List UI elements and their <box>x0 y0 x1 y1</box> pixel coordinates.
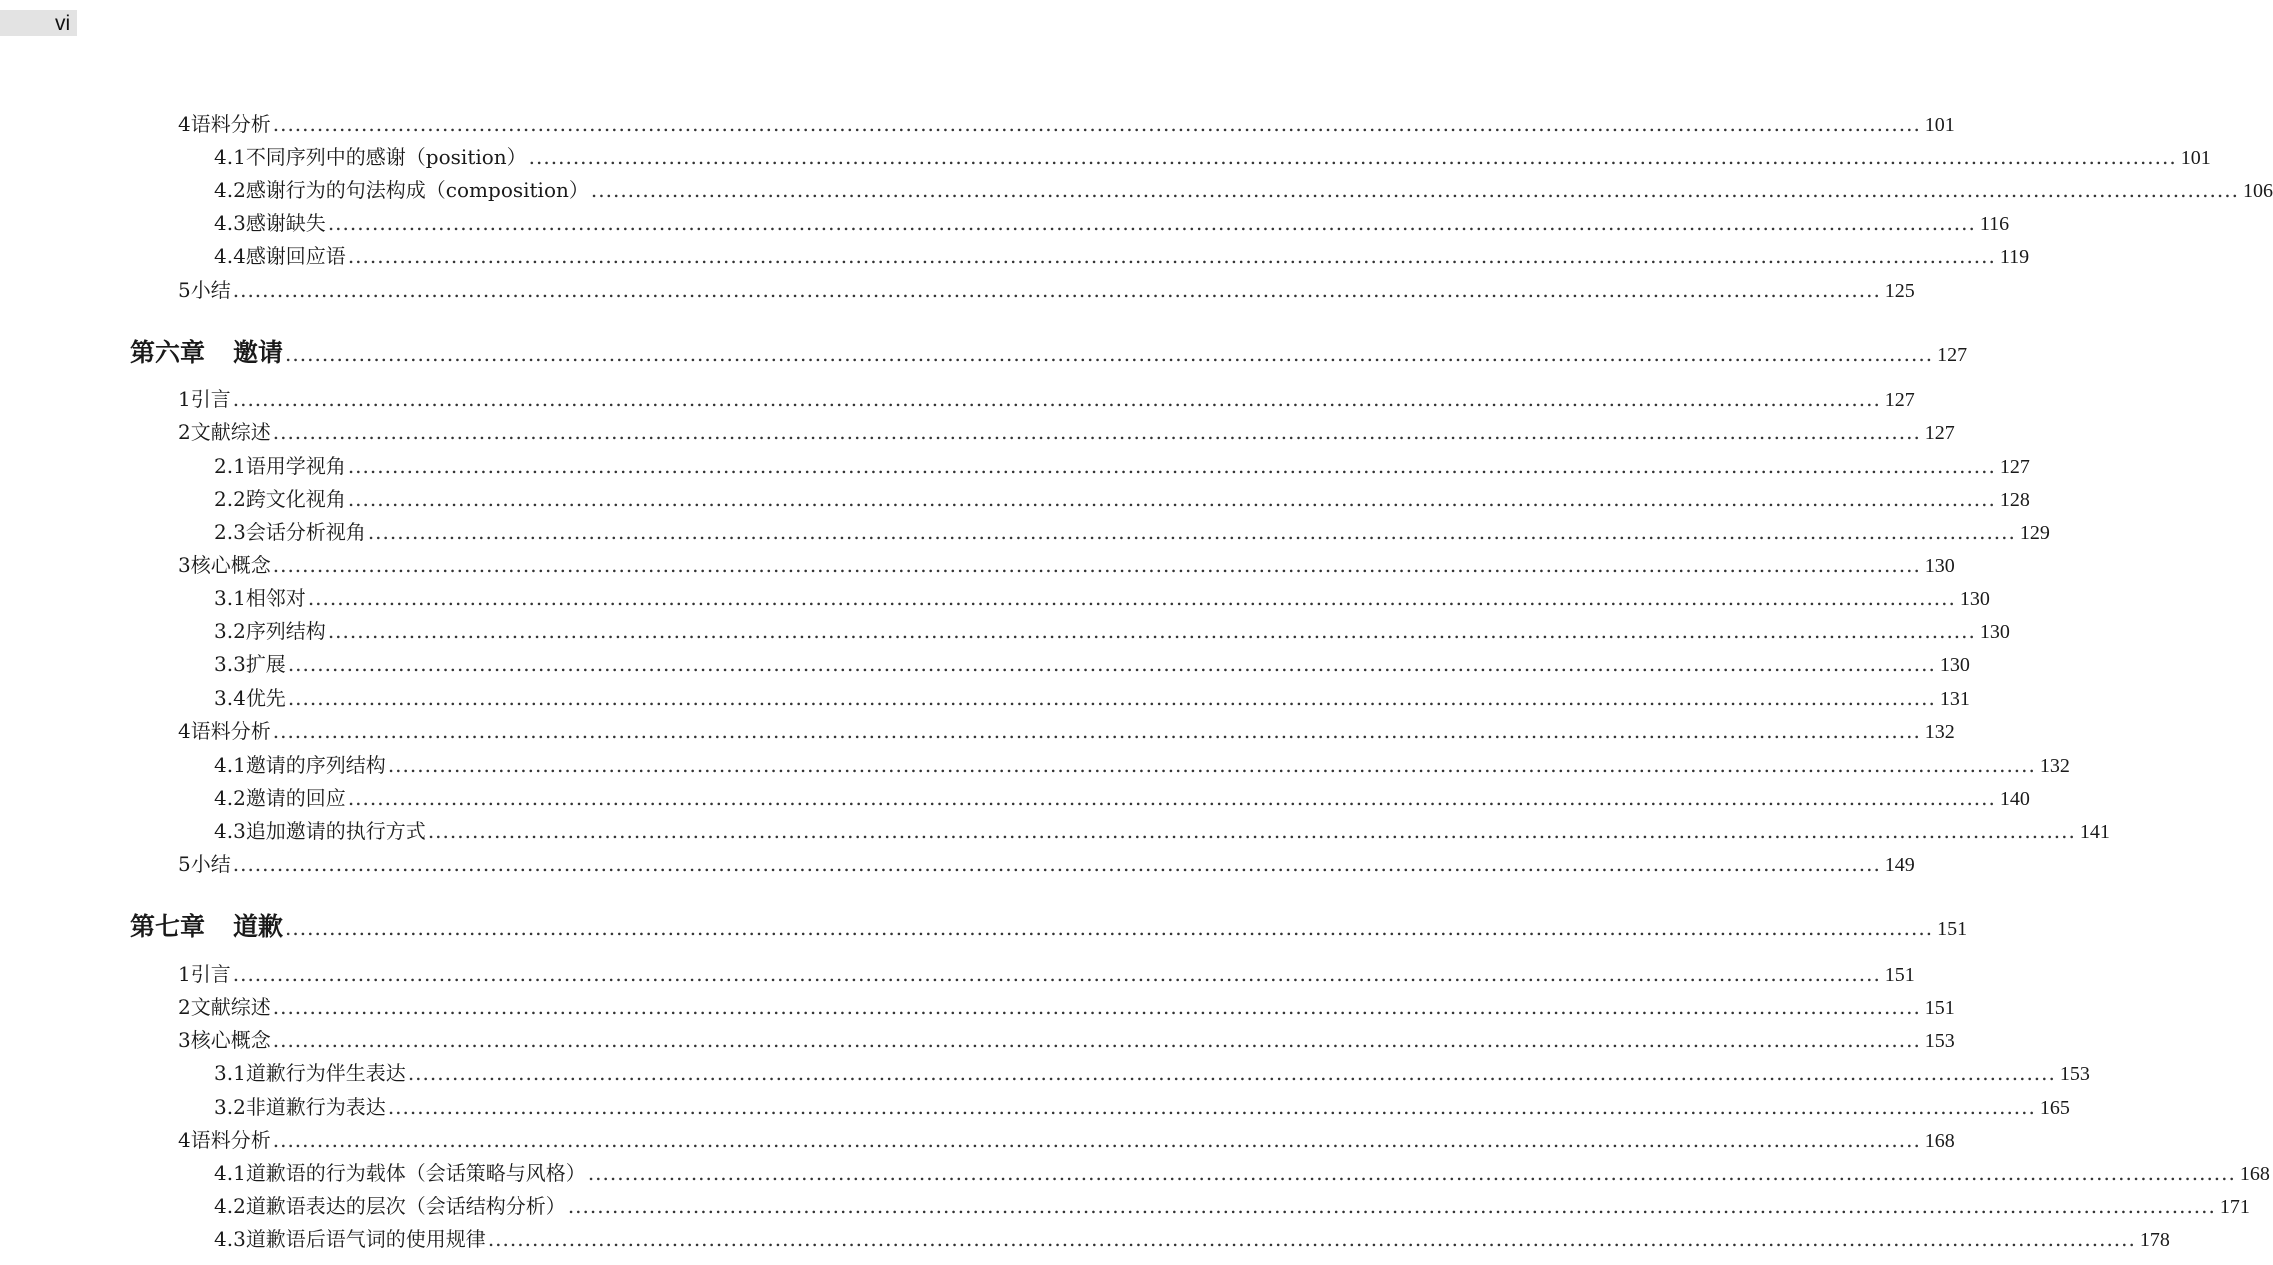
toc-entry-page: 151 <box>1884 964 1915 986</box>
toc-entry-number: 3 <box>178 1028 191 1052</box>
toc-entry-title: 邀请的序列结构 <box>245 753 386 777</box>
toc-entry <box>178 277 1915 304</box>
toc-entry <box>214 685 1970 712</box>
toc-entry-number: 3.1 <box>214 586 246 610</box>
dot-leader: ................................................................................................................................................................................................................................ <box>427 819 2076 843</box>
toc-entry-title: 邀请的回应 <box>245 786 346 810</box>
toc-entry-page: 178 <box>2139 1229 2170 1251</box>
dot-leader: ................................................................................................................................................................................................................................ <box>272 112 1921 136</box>
toc-entry <box>178 1027 1955 1054</box>
toc-entry-number: 2.3 <box>214 520 246 544</box>
dot-leader: ................................................................................................................................................................................................................................ <box>287 686 1936 710</box>
toc-entry-number: 4.2 <box>214 1194 246 1218</box>
toc-entry-page: 132 <box>1924 721 1955 743</box>
toc-entry-page: 101 <box>2180 147 2211 169</box>
toc-entry <box>214 651 1970 678</box>
toc-entry-number: 2.2 <box>214 487 246 511</box>
toc-entry <box>178 419 1955 446</box>
dot-leader: ................................................................................................................................................................................................................................ <box>232 278 1881 302</box>
toc-entry-title: 优先 <box>245 686 286 710</box>
toc-entry-title: 文献综述 <box>190 420 271 444</box>
toc-entry-page: 116 <box>1979 213 2010 235</box>
toc-entry <box>214 210 2010 237</box>
toc-entry-page: 119 <box>1999 246 2030 268</box>
dot-leader: ................................................................................................................................................................................................................................ <box>347 244 1996 268</box>
dot-leader: ................................................................................................................................................................................................................................ <box>347 487 1996 511</box>
toc-entry-title: 非道歉行为表达 <box>245 1095 386 1119</box>
dot-leader: ................................................................................................................................................................................................................................ <box>272 995 1921 1019</box>
toc-entry-page: 130 <box>1979 621 2010 643</box>
dot-leader: ................................................................................................................................................................................................................................ <box>272 1128 1921 1152</box>
toc-entry-title: 感谢行为的句法构成（composition） <box>245 178 589 202</box>
toc-entry-title: 小结 <box>190 278 231 302</box>
toc-entry-title: 语用学视角 <box>245 454 346 478</box>
toc-entry <box>214 177 2273 204</box>
toc-entry-number: 3.1 <box>214 1061 246 1085</box>
toc-entry <box>214 618 2010 645</box>
toc-entry-page: 153 <box>1924 1030 1955 1052</box>
toc-entry-title: 道歉语的行为载体（会话策略与风格） <box>245 1161 586 1185</box>
toc-entry-number: 4.2 <box>214 178 246 202</box>
dot-leader: ................................................................................................................................................................................................................................ <box>367 520 2016 544</box>
toc-entry-page: 125 <box>1884 280 1915 302</box>
dot-leader: ................................................................................................................................................................................................................................ <box>590 178 2239 202</box>
toc-entry-page: 130 <box>1924 555 1955 577</box>
toc-entry-title: 语料分析 <box>190 1128 271 1152</box>
toc-entry-number: 5 <box>178 278 191 302</box>
toc-entry-page: 151 <box>1937 918 1968 940</box>
toc-entry-number: 4.2 <box>214 786 246 810</box>
toc-entry <box>214 486 2030 513</box>
dot-leader: ................................................................................................................................................................................................................................ <box>327 211 1976 235</box>
dot-leader: ................................................................................................................................................................................................................................ <box>285 342 1934 366</box>
toc-entry-page: 131 <box>1939 688 1970 710</box>
toc-entry-title: 追加邀请的执行方式 <box>245 819 426 843</box>
toc-entry-page: 140 <box>1999 788 2030 810</box>
toc-entry-title: 核心概念 <box>190 553 271 577</box>
dot-leader: ................................................................................................................................................................................................................................ <box>272 420 1921 444</box>
toc-entry-page: 127 <box>1924 422 1955 444</box>
toc-entry <box>214 453 2030 480</box>
toc-entry-title: 核心概念 <box>190 1028 271 1052</box>
dot-leader: ................................................................................................................................................................................................................................ <box>587 1161 2236 1185</box>
toc-entry <box>214 818 2110 845</box>
toc-entry <box>214 243 2030 270</box>
dot-leader: ................................................................................................................................................................................................................................ <box>528 145 2177 169</box>
toc-entry <box>214 519 2050 546</box>
toc-entry-number: 4.1 <box>214 145 246 169</box>
toc-entry-number: 4.3 <box>214 819 246 843</box>
toc-entry-number: 1 <box>178 387 191 411</box>
toc-entry-number: 3.2 <box>214 619 246 643</box>
toc-entry <box>178 718 1955 745</box>
toc-entry-number: 4 <box>178 112 191 136</box>
toc-entry-title: 道歉 <box>233 912 284 941</box>
toc-entry-page: 127 <box>1884 389 1915 411</box>
page-number: vi <box>55 12 71 35</box>
toc-entry-page: 132 <box>2039 755 2070 777</box>
toc-entry <box>214 1193 2250 1220</box>
dot-leader: ................................................................................................................................................................................................................................ <box>407 1061 2056 1085</box>
toc-entry-title: 感谢缺失 <box>245 211 326 235</box>
toc-entry <box>214 1160 2270 1187</box>
toc-entry-number: 4 <box>178 1128 191 1152</box>
toc-entry-page: 129 <box>2019 522 2050 544</box>
toc-entry-title: 会话分析视角 <box>245 520 366 544</box>
toc-entry <box>214 752 2070 779</box>
dot-leader: ................................................................................................................................................................................................................................ <box>232 387 1881 411</box>
toc-entry-page: 106 <box>2242 180 2273 202</box>
toc-entry-title: 道歉行为伴生表达 <box>245 1061 406 1085</box>
toc-entry-page: 128 <box>1999 489 2030 511</box>
toc-entry-title: 道歉语后语气词的使用规律 <box>245 1227 486 1251</box>
dot-leader: ................................................................................................................................................................................................................................ <box>347 454 1996 478</box>
toc-entry-number: 第六章 <box>130 338 206 367</box>
dot-leader: ................................................................................................................................................................................................................................ <box>307 586 1956 610</box>
toc-entry-title: 相邻对 <box>245 586 306 610</box>
toc-entry-number: 4.3 <box>214 1227 246 1251</box>
toc-entry-number: 5 <box>178 852 191 876</box>
toc-entry-number: 2 <box>178 995 191 1019</box>
toc-entry-page: 153 <box>2059 1063 2090 1085</box>
toc-entry-number: 4.1 <box>214 1161 246 1185</box>
dot-leader: ................................................................................................................................................................................................................................ <box>347 786 1996 810</box>
toc-entry-page: 101 <box>1924 114 1955 136</box>
toc-entry-title: 扩展 <box>245 652 286 676</box>
dot-leader: ................................................................................................................................................................................................................................ <box>487 1227 2136 1251</box>
toc-entry <box>214 1060 2090 1087</box>
toc-entry-title: 小结 <box>190 852 231 876</box>
dot-leader: ................................................................................................................................................................................................................................ <box>232 962 1881 986</box>
toc-entry <box>214 144 2211 171</box>
toc-entry-title: 序列结构 <box>245 619 326 643</box>
toc-entry-title: 引言 <box>190 962 231 986</box>
dot-leader: ................................................................................................................................................................................................................................ <box>272 1028 1921 1052</box>
toc-chapter-entry <box>130 337 1968 371</box>
toc-entry <box>214 585 1990 612</box>
dot-leader: ................................................................................................................................................................................................................................ <box>272 553 1921 577</box>
dot-leader: ................................................................................................................................................................................................................................ <box>327 619 1976 643</box>
toc-entry <box>178 111 1955 138</box>
dot-leader: ................................................................................................................................................................................................................................ <box>287 652 1936 676</box>
toc-entry <box>214 1094 2070 1121</box>
dot-leader: ................................................................................................................................................................................................................................ <box>285 916 1934 940</box>
toc-entry-page: 151 <box>1924 997 1955 1019</box>
toc-entry <box>178 851 1915 878</box>
dot-leader: ................................................................................................................................................................................................................................ <box>272 719 1921 743</box>
toc-entry-page: 149 <box>1884 854 1915 876</box>
toc-entry <box>178 961 1915 988</box>
toc-entry-number: 3 <box>178 553 191 577</box>
toc-entry-page: 141 <box>2079 821 2110 843</box>
toc-entry <box>178 1127 1955 1154</box>
toc-entry <box>178 386 1915 413</box>
dot-leader: ................................................................................................................................................................................................................................ <box>567 1194 2216 1218</box>
toc-entry-page: 171 <box>2219 1196 2250 1218</box>
dot-leader: ................................................................................................................................................................................................................................ <box>232 852 1881 876</box>
toc-entry <box>214 1226 2170 1253</box>
toc-entry-number: 2 <box>178 420 191 444</box>
toc-entry-number: 3.4 <box>214 686 246 710</box>
toc-entry-title: 文献综述 <box>190 995 271 1019</box>
toc-entry-number: 4 <box>178 719 191 743</box>
toc-entry-number: 4.3 <box>214 211 246 235</box>
toc-entry-number: 3.2 <box>214 1095 246 1119</box>
toc-entry <box>178 552 1955 579</box>
toc-entry-number: 4.1 <box>214 753 246 777</box>
toc-entry-page: 168 <box>2239 1163 2270 1185</box>
toc-entry-title: 道歉语表达的层次（会话结构分析） <box>245 1194 566 1218</box>
toc-entry-number: 1 <box>178 962 191 986</box>
toc-entry-page: 168 <box>1924 1130 1955 1152</box>
dot-leader: ................................................................................................................................................................................................................................ <box>387 753 2036 777</box>
toc-entry <box>214 785 2030 812</box>
toc-entry-title: 语料分析 <box>190 719 271 743</box>
toc-entry-page: 127 <box>1999 456 2030 478</box>
toc-entry-number: 2.1 <box>214 454 246 478</box>
toc-entry-number: 第七章 <box>130 912 206 941</box>
toc-entry-title: 跨文化视角 <box>245 487 346 511</box>
toc-entry <box>178 994 1955 1021</box>
toc-entry-title: 不同序列中的感谢（position） <box>245 145 527 169</box>
toc-entry-number: 4.4 <box>214 244 246 268</box>
toc-entry-page: 130 <box>1939 654 1970 676</box>
toc-entry-number: 3.3 <box>214 652 246 676</box>
toc-entry-title: 邀请 <box>233 338 284 367</box>
toc-entry-page: 130 <box>1959 588 1990 610</box>
toc-entry-title: 语料分析 <box>190 112 271 136</box>
toc-entry-title: 感谢回应语 <box>245 244 346 268</box>
toc-entry-page: 127 <box>1937 344 1968 366</box>
toc-entry-page: 165 <box>2039 1097 2070 1119</box>
toc-entry-title: 引言 <box>190 387 231 411</box>
toc-chapter-entry <box>130 911 1968 945</box>
dot-leader: ................................................................................................................................................................................................................................ <box>387 1095 2036 1119</box>
